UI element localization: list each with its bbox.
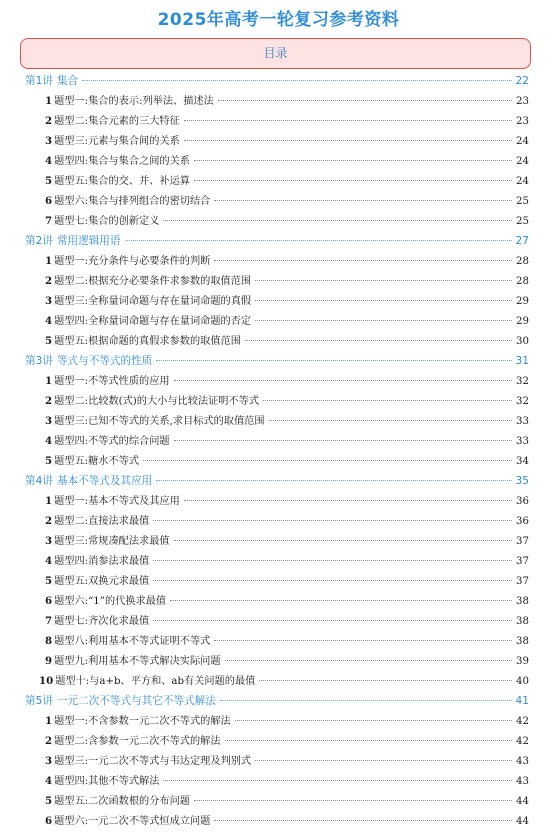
item-number: 3 [45,135,53,147]
item-number: 5 [45,455,53,467]
dot-leader [153,620,512,621]
dot-leader [153,580,512,581]
toc-item-entry[interactable] [25,131,529,151]
chapter-name: 常用逻辑用语 [56,235,121,247]
chapter-label: 第3讲 [25,355,53,367]
item-number: 4 [45,435,53,447]
item-number: 6 [45,815,53,827]
item-number: 1 [45,495,53,507]
dot-leader [269,420,513,421]
toc-chapter-entry[interactable] [25,71,529,91]
page-number: 38 [516,596,529,607]
item-title: 题型一:基本不等式及其应用 [54,496,180,507]
page-number: 24 [516,136,529,147]
page-number: 25 [516,196,529,207]
chapter-name: 一元二次不等式与其它不等式解法 [56,695,216,707]
item-number: 4 [45,555,53,567]
item-number: 3 [45,755,53,767]
item-number: 5 [45,575,53,587]
dot-leader [214,200,512,201]
toc-item-entry[interactable] [25,151,529,171]
toc-item-entry[interactable] [25,731,529,751]
page-number: 37 [516,536,529,547]
toc-item-entry[interactable] [25,531,529,551]
item-title: 题型一:不含参数一元二次不等式的解法 [54,716,231,727]
dot-leader [194,160,512,161]
toc-item-entry[interactable] [25,331,529,351]
chapter-label: 第1讲 [25,75,53,87]
item-title: 题型五:糖水不等式 [54,456,140,467]
item-number: 1 [45,95,53,107]
item-number: 2 [45,275,53,287]
item-title: 题型六:集合与排列组合的密切结合 [54,196,211,207]
item-number: 4 [45,155,53,167]
document-title: 2025年高考一轮复习参考资料 [157,10,400,30]
toc-item-entry[interactable] [25,811,529,831]
item-title: 题型十:与a+b、平方和、ab有关问题的最值 [55,676,256,687]
toc-item-entry[interactable] [25,651,529,671]
toc-item-entry[interactable] [25,311,529,331]
page-number: 30 [516,336,529,347]
item-title: 题型二:直接法求最值 [54,516,150,527]
dot-leader [245,340,512,341]
page-number: 39 [516,656,529,667]
page-number: 37 [516,576,529,587]
toc-item-entry[interactable] [25,491,529,511]
toc-list [25,71,529,831]
page-number: 43 [516,776,529,787]
dot-leader [255,300,512,301]
item-number: 2 [45,735,53,747]
item-number: 4 [45,775,53,787]
page-number: 37 [516,556,529,567]
item-number: 7 [45,215,53,227]
dot-leader [194,800,512,801]
dot-leader [184,140,512,141]
page-number: 28 [516,276,529,287]
item-title: 题型二:集合元素的三大特征 [54,116,180,127]
dot-leader [255,320,512,321]
page-number: 36 [516,516,529,527]
item-number: 2 [45,395,53,407]
item-title: 题型四:全称量词命题与存在量词命题的否定 [54,316,252,327]
dot-leader [259,680,512,681]
page-number: 34 [516,456,529,467]
item-number: 1 [45,255,53,267]
page-number: 44 [516,796,529,807]
dot-leader [214,640,512,641]
page-number: 29 [516,316,529,327]
dot-leader [263,400,512,401]
item-number: 8 [45,635,53,647]
page-number: 24 [516,156,529,167]
toc-item-entry[interactable] [25,111,529,131]
toc-chapter-entry[interactable] [25,471,529,491]
dot-leader [184,120,512,121]
dot-leader [255,280,512,281]
page-number: 40 [516,676,529,687]
item-title: 题型九:利用基本不等式解决实际问题 [54,656,221,667]
toc-chapter-entry[interactable] [25,691,529,711]
item-number: 9 [45,655,53,667]
page-number: 33 [516,436,529,447]
page-number: 32 [516,396,529,407]
item-title: 题型四:不等式的综合问题 [54,436,170,447]
toc-item-entry[interactable] [25,591,529,611]
dot-leader [225,660,513,661]
toc-chapter-entry[interactable] [25,351,529,371]
item-title: 题型八:利用基本不等式证明不等式 [54,636,211,647]
dot-leader [156,480,511,481]
dot-leader [184,500,512,501]
page-number: 36 [516,496,529,507]
item-number: 4 [45,315,53,327]
item-title: 题型二:比较数(式)的大小与比较法证明不等式 [54,396,260,407]
toc-item-entry[interactable] [25,631,529,651]
chapter-label: 第2讲 [25,235,53,247]
chapter-name: 基本不等式及其应用 [56,475,153,487]
item-title: 题型四:集合与集合之间的关系 [54,156,190,167]
item-title: 题型七:集合的创新定义 [54,216,160,227]
item-number: 7 [45,615,53,627]
item-number: 1 [45,715,53,727]
toc-item-entry[interactable] [25,611,529,631]
chapter-name: 集合 [56,75,79,87]
toc-item-entry[interactable] [25,451,529,471]
item-number: 5 [45,335,53,347]
page-number: 28 [516,256,529,267]
dot-leader [156,360,511,361]
toc-item-entry[interactable] [25,411,529,431]
dot-leader [163,780,512,781]
toc-item-entry[interactable] [25,551,529,571]
item-number: 1 [45,375,53,387]
page-number: 22 [515,75,529,87]
page-number: 41 [515,695,529,707]
toc-item-entry[interactable] [25,671,529,691]
page-number: 27 [515,235,529,247]
dot-leader [214,260,512,261]
item-title: 题型二:根据充分必要条件求参数的取值范围 [54,276,252,287]
dot-leader [235,720,512,721]
dot-leader [174,440,512,441]
dot-leader [153,560,512,561]
item-title: 题型六:“1”的代换求最值 [54,596,167,607]
dot-leader [174,380,512,381]
item-title: 题型一:集合的表示:列举法、描述法 [54,96,214,107]
dot-leader [194,180,512,181]
toc-item-entry[interactable] [25,571,529,591]
item-title: 题型六:一元二次不等式恒成立问题 [54,816,211,827]
toc-item-entry[interactable] [25,271,529,291]
toc-item-entry[interactable] [25,251,529,271]
item-number: 10 [39,675,54,687]
item-number: 3 [45,415,53,427]
page-number: 43 [516,756,529,767]
page-number: 38 [516,616,529,627]
toc-item-entry[interactable] [25,291,529,311]
toc-item-entry[interactable] [25,91,529,111]
dot-leader [153,520,512,521]
toc-item-entry[interactable] [25,431,529,451]
page-number: 33 [516,416,529,427]
item-title: 题型五:二次函数根的分布问题 [54,796,190,807]
toc-item-entry[interactable] [25,371,529,391]
chapter-label: 第4讲 [25,475,53,487]
toc-item-entry[interactable] [25,711,529,731]
toc-item-entry[interactable] [25,791,529,811]
chapter-name: 等式与不等式的性质 [56,355,153,367]
toc-item-entry[interactable] [25,211,529,231]
page-number: 44 [516,816,529,827]
item-number: 2 [45,115,53,127]
item-title: 题型二:含参数一元二次不等式的解法 [54,736,221,747]
dot-leader [220,700,512,701]
page-number: 42 [516,716,529,727]
item-title: 题型三:已知不等式的关系,求目标式的取值范围 [54,416,265,427]
toc-item-entry[interactable] [25,771,529,791]
toc-item-entry[interactable] [25,191,529,211]
item-title: 题型五:双换元求最值 [54,576,150,587]
dot-leader [218,100,512,101]
item-title: 题型五:集合的交、并、补运算 [54,176,190,187]
toc-heading: 目录 [263,46,288,60]
item-number: 5 [45,175,53,187]
item-number: 3 [45,295,53,307]
dot-leader [125,240,512,241]
page-number: 31 [515,355,529,367]
page-number: 25 [516,216,529,227]
toc-chapter-entry[interactable] [25,231,529,251]
item-number: 6 [45,195,53,207]
item-title: 题型三:元素与集合间的关系 [54,136,180,147]
dot-leader [174,540,512,541]
item-number: 6 [45,595,53,607]
item-number: 3 [45,535,53,547]
dot-leader [82,80,511,81]
dot-leader [225,740,513,741]
page-number: 29 [516,296,529,307]
dot-leader [255,760,512,761]
toc-item-entry[interactable] [25,751,529,771]
item-title: 题型七:齐次化求最值 [54,616,150,627]
page-number: 42 [516,736,529,747]
page-number: 38 [516,636,529,647]
dot-leader [170,600,512,601]
page-number: 32 [516,376,529,387]
item-title: 题型四:消参法求最值 [54,556,150,567]
item-title: 题型一:不等式性质的应用 [54,376,170,387]
chapter-label: 第5讲 [25,695,53,707]
item-title: 题型四:其他不等式解法 [54,776,160,787]
page-number: 35 [515,475,529,487]
item-number: 2 [45,515,53,527]
item-number: 5 [45,795,53,807]
toc-item-entry[interactable] [25,391,529,411]
dot-leader [143,460,512,461]
dot-leader [163,220,512,221]
toc-item-entry[interactable] [25,511,529,531]
toc-heading-box [20,38,531,69]
item-title: 题型三:全称量词命题与存在量词命题的真假 [54,296,252,307]
item-title: 题型三:常规凑配法求最值 [54,536,170,547]
page-number: 23 [516,96,529,107]
item-title: 题型三:一元二次不等式与韦达定理及判别式 [54,756,252,767]
item-title: 题型一:充分条件与必要条件的判断 [54,256,211,267]
page-number: 23 [516,116,529,127]
page-number: 24 [516,176,529,187]
toc-item-entry[interactable] [25,171,529,191]
item-title: 题型五:根据命题的真假求参数的取值范围 [54,336,241,347]
